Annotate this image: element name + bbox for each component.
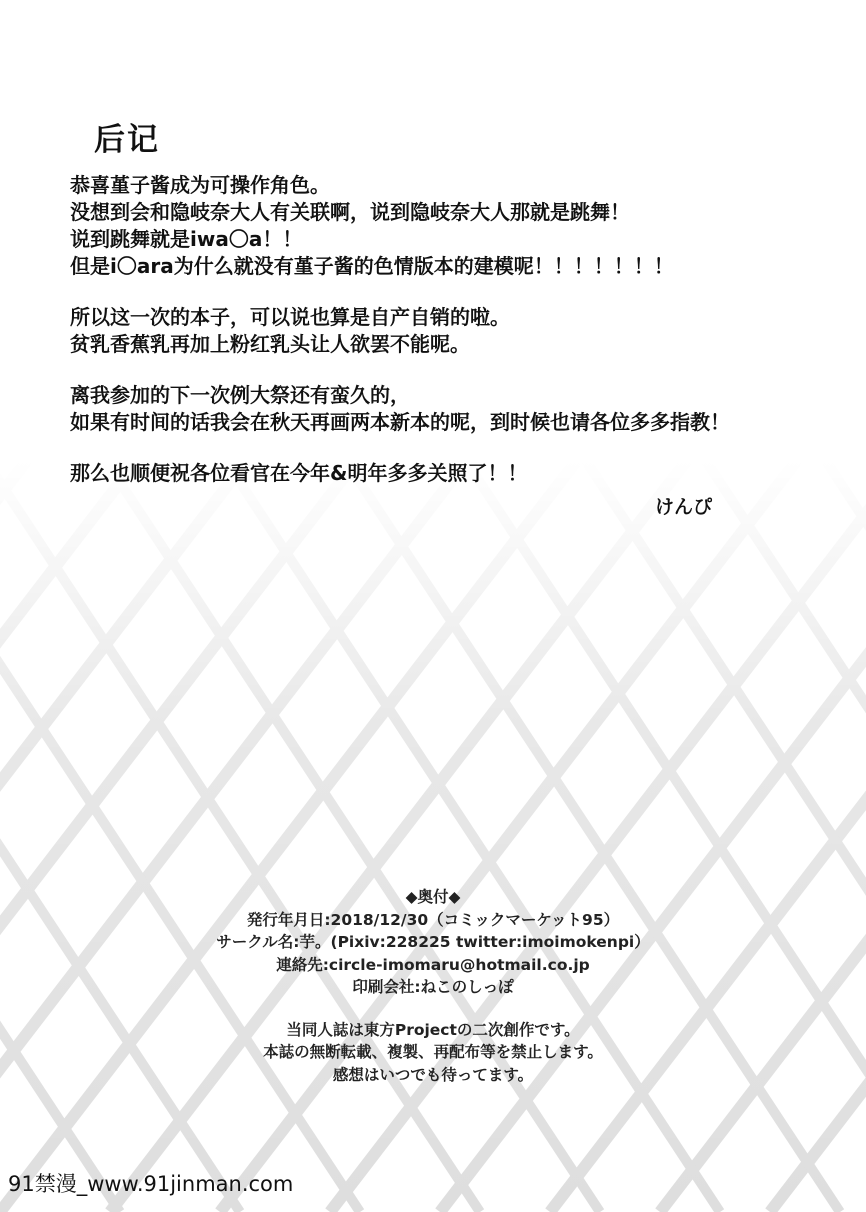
colophon-notice: 当同人誌は東方Projectの二次創作です。 — [286, 1020, 580, 1039]
text-line: 贫乳香蕉乳再加上粉红乳头让人欲罢不能呢。 — [70, 332, 470, 356]
text-line: 没想到会和隐岐奈大人有关联啊，说到隐岐奈大人那就是跳舞！ — [70, 200, 630, 224]
colophon-printer: 印刷会社:ねこのしっぽ — [352, 978, 514, 996]
afterword-paragraph — [70, 304, 850, 358]
text-line: 那么也顺便祝各位看官在今年&明年多多关照了！！ — [70, 461, 528, 485]
afterword-paragraph — [70, 382, 850, 436]
spacer — [0, 999, 866, 1019]
text-line: 说到跳舞就是iwa〇a！！ — [70, 227, 303, 251]
site-watermark: 91禁漫_www.91jinman.com — [8, 1172, 294, 1196]
author-signature: けんぴ — [655, 496, 713, 518]
colophon — [0, 886, 866, 1086]
afterword-paragraph — [70, 172, 850, 280]
colophon-notice: 本誌の無断転載、複製、再配布等を禁止します。 — [263, 1043, 603, 1061]
text-line: 离我参加的下一次例大祭还有蛮久的， — [70, 383, 410, 407]
afterword-title: 后记 — [94, 122, 160, 158]
colophon-heading: ◆奥付◆ — [405, 888, 461, 906]
afterword-body — [70, 172, 850, 511]
afterword-paragraph — [70, 460, 850, 487]
colophon-circle: サークル名:芋。(Pixiv:228225 twitter:imoimokenpi） — [216, 933, 650, 951]
text-line: 如果有时间的话我会在秋天再画两本新本的呢，到时候也请各位多多指教！ — [70, 410, 730, 434]
colophon-contact: 連絡先:circle-imomaru@hotmail.co.jp — [276, 955, 590, 974]
text-line: 但是i〇ara为什么就没有堇子酱的色情版本的建模呢！！！！！！！ — [70, 254, 674, 278]
text-line: 恭喜堇子酱成为可操作角色。 — [70, 173, 330, 197]
text-line: 所以这一次的本子，可以说也算是自产自销的啦。 — [70, 305, 510, 329]
colophon-publish-date: 発行年月日:2018/12/30（コミックマーケット95） — [246, 910, 620, 929]
colophon-notice: 感想はいつでも待ってます。 — [332, 1065, 534, 1084]
